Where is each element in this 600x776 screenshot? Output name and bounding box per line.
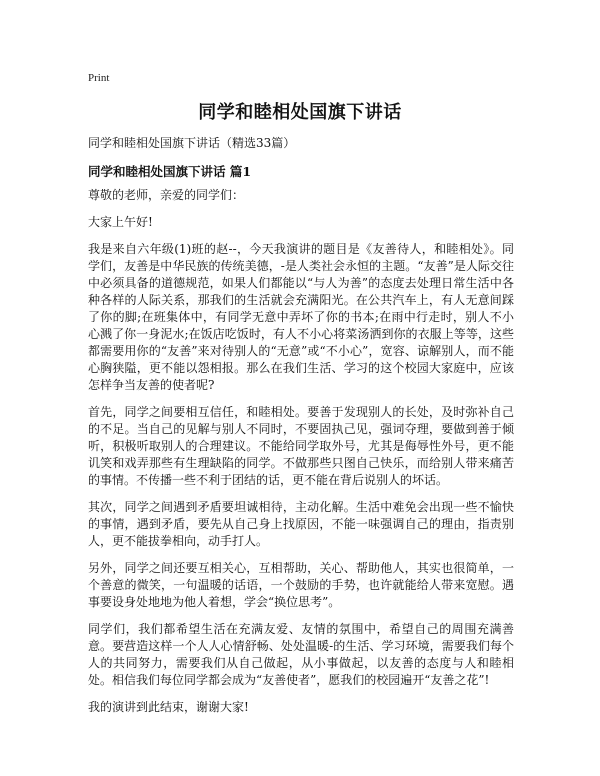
paragraph-closing: 我的演讲到此结束，谢谢大家!: [88, 700, 249, 714]
paragraph-hello: 大家上午好!: [88, 215, 153, 229]
paragraph-greeting: 尊敬的老师，亲爱的同学们：: [88, 188, 245, 202]
paragraph-third: 另外，同学之间还要互相关心，互相帮助，关心、帮助他人，其实也很简单，一个善意的微笑，一句温暖的话语，一个鼓励的手势，也许就能给人带来宽慰。遇事要设身处地地为他人着想，学会“换位思考”。: [88, 561, 514, 609]
page-title: 同学和睦相处国旗下讲话: [198, 102, 402, 123]
section-heading: 同学和睦相处国旗下讲话 篇1: [88, 164, 252, 179]
paragraph-intro: 我是来自六年级(1)班的赵--，今天我演讲的题目是《友善待人，和睦相处》。同学们，友善是中华民族的传统美德，-是人类社会永恒的主题。“友善”是人际交往中必须具备的道德规范，如果人们都能以“与人为善”的态度去处理日常生活中各种各样的人际关系，那我们的生活就会充满阳光。在公共汽车上，有人无意间踩了你的脚;在班集体中，有同学无意中弄坏了你的书本;在雨中行走时，别人不小心溅了你一身泥水;在饭店吃饭时，有人不小心将菜汤洒到你的衣服上等等，这些都需要用你的“友善”来对待别人的“无意”或“不小心”，宽容、谅解别人，而不能心胸狭隘，更不能以怨相报。那么在我们生活、学习的这个校园大家庭中，应该怎样争当友善的使者呢?: [88, 242, 514, 392]
print-label[interactable]: Print: [88, 72, 110, 84]
document-body: [88, 187, 514, 726]
document-subtitle: 同学和睦相处国旗下讲话（精选33篇）: [88, 136, 296, 150]
paragraph-appeal: 同学们，我们都希望生活在充满友爱、友情的氛围中，希望自己的周围充满善意。要营造这样一个人人心情舒畅、处处温暖-的生活、学习环境，需要我们每个人的共同努力，需要我们从自己做起，从小事做起，以友善的态度与人和睦相处。相信我们每位同学都会成为“友善使者”，愿我们的校园遍开“友善之花”!: [88, 622, 514, 687]
paragraph-second: 其次，同学之间遇到矛盾要坦诚相待，主动化解。生活中难免会出现一些不愉快的事情，遇到矛盾，要先从自己身上找原因，不能一味强调自己的理由，指责别人，更不能拔拳相向，动手打人。: [88, 500, 514, 548]
paragraph-first: 首先，同学之间要相互信任，和睦相处。要善于发现别人的长处，及时弥补自己的不足。当自己的见解与别人不同时，不要固执己见，强词夺理，要做到善于倾听，积极听取别人的合理建议。不能给同学取外号，尤其是侮辱性外号，更不能讥笑和戏弄那些有生理缺陷的同学。不做那些只图自己快乐，而给别人带来痛苦的事情。不传播一些不利于团结的话，更不能在背后说别人的坏话。: [88, 405, 514, 487]
